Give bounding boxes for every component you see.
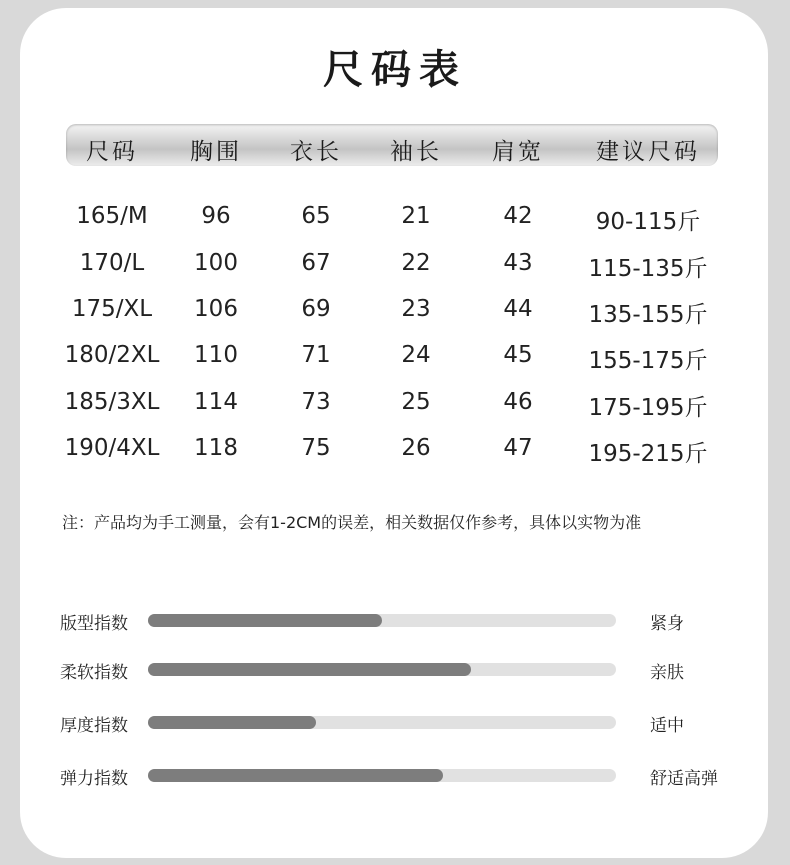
index-label: 厚度指数 bbox=[60, 716, 128, 736]
table-cell: 100 bbox=[194, 250, 238, 276]
table-cell: 47 bbox=[503, 435, 533, 461]
table-cell: 44 bbox=[503, 296, 533, 322]
table-cell: 118 bbox=[194, 435, 238, 461]
table-cell: 69 bbox=[301, 296, 331, 322]
table-cell: 165/M bbox=[76, 203, 148, 229]
index-bar-fill bbox=[148, 663, 471, 676]
table-cell: 24 bbox=[401, 342, 431, 368]
table-header-cell: 建议尺码 bbox=[596, 139, 700, 165]
table-header-cell: 尺码 bbox=[86, 139, 138, 165]
table-cell: 175-195斤 bbox=[588, 395, 708, 421]
index-label: 柔软指数 bbox=[60, 663, 128, 683]
table-cell: 26 bbox=[401, 435, 431, 461]
table-cell: 185/3XL bbox=[64, 389, 160, 415]
index-label: 版型指数 bbox=[60, 614, 128, 634]
table-cell: 67 bbox=[301, 250, 331, 276]
table-cell: 46 bbox=[503, 389, 533, 415]
table-cell: 135-155斤 bbox=[588, 302, 708, 328]
index-label: 弹力指数 bbox=[60, 769, 128, 789]
index-value: 亲肤 bbox=[650, 663, 684, 683]
table-cell: 115-135斤 bbox=[588, 256, 708, 282]
table-header-cell: 衣长 bbox=[290, 139, 342, 165]
table-cell: 155-175斤 bbox=[588, 348, 708, 374]
table-cell: 21 bbox=[401, 203, 431, 229]
index-bar-track bbox=[148, 769, 616, 782]
table-cell: 65 bbox=[301, 203, 331, 229]
table-cell: 75 bbox=[301, 435, 331, 461]
index-bar-track bbox=[148, 614, 616, 627]
table-header-cell: 袖长 bbox=[390, 139, 442, 165]
table-cell: 175/XL bbox=[71, 296, 153, 322]
index-value: 适中 bbox=[650, 716, 684, 736]
table-header-cell: 胸围 bbox=[190, 139, 242, 165]
table-cell: 90-115斤 bbox=[595, 209, 701, 235]
table-cell: 106 bbox=[194, 296, 238, 322]
table-cell: 96 bbox=[201, 203, 231, 229]
table-cell: 43 bbox=[503, 250, 533, 276]
index-bar-fill bbox=[148, 716, 316, 729]
index-bar-fill bbox=[148, 614, 382, 627]
table-cell: 42 bbox=[503, 203, 533, 229]
index-bar-track bbox=[148, 663, 616, 676]
table-cell: 22 bbox=[401, 250, 431, 276]
page-title: 尺码表 bbox=[323, 47, 467, 93]
table-cell: 114 bbox=[194, 389, 238, 415]
table-cell: 180/2XL bbox=[64, 342, 160, 368]
table-cell: 71 bbox=[301, 342, 331, 368]
index-bar-track bbox=[148, 716, 616, 729]
table-cell: 170/L bbox=[79, 250, 145, 276]
index-value: 紧身 bbox=[650, 614, 684, 634]
index-bar-fill bbox=[148, 769, 443, 782]
table-cell: 190/4XL bbox=[64, 435, 160, 461]
table-cell: 73 bbox=[301, 389, 331, 415]
table-cell: 195-215斤 bbox=[588, 441, 708, 467]
table-cell: 23 bbox=[401, 296, 431, 322]
measurement-note: 注：产品均为手工测量，会有1-2CM的误差，相关数据仅作参考，具体以实物为准 bbox=[62, 513, 642, 532]
table-cell: 45 bbox=[503, 342, 533, 368]
table-cell: 110 bbox=[194, 342, 238, 368]
table-cell: 25 bbox=[401, 389, 431, 415]
table-header-cell: 肩宽 bbox=[492, 139, 544, 165]
index-value: 舒适高弹 bbox=[650, 769, 718, 789]
